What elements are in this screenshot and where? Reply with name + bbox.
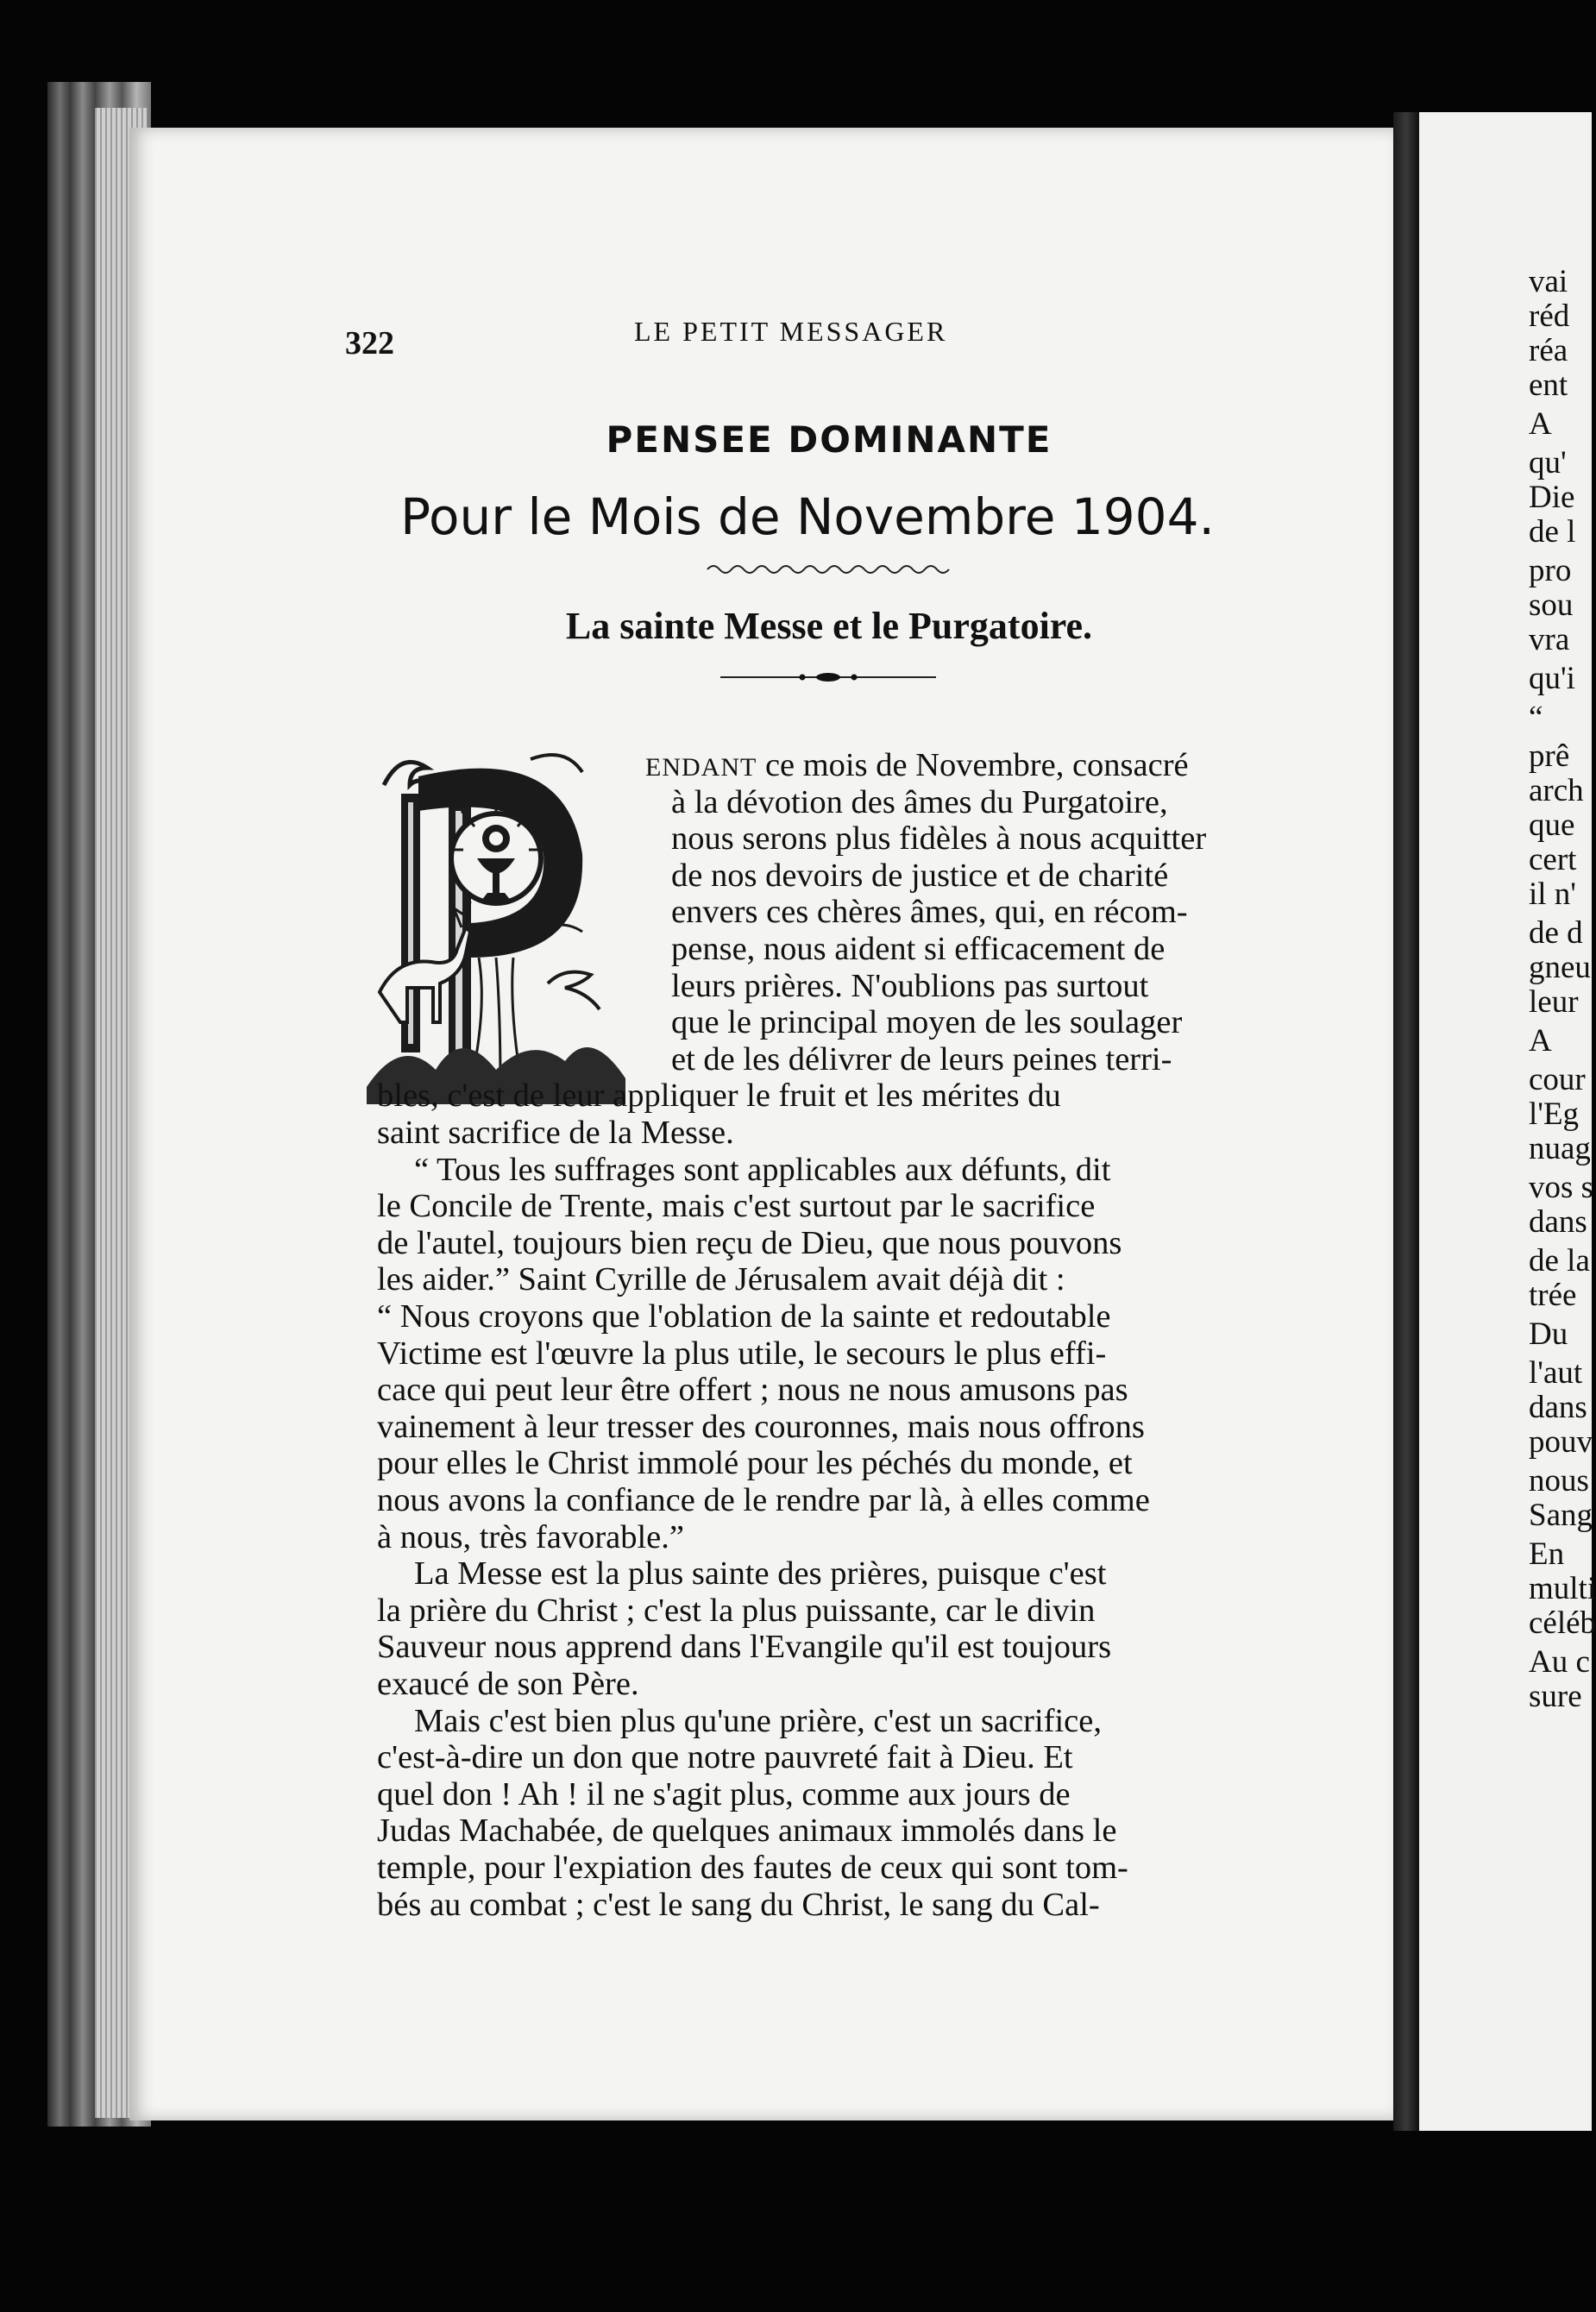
body-text-line: le Concile de Trente, mais c'est surtout par le sacrifice xyxy=(377,1188,1096,1225)
body-text-line: exaucé de son Père. xyxy=(377,1666,639,1702)
facing-page-fragment: A xyxy=(1529,1023,1552,1059)
facing-page-fragment: que xyxy=(1529,807,1575,843)
body-text-line: de nos devoirs de justice et de charité xyxy=(671,857,1169,894)
body-text-line: pense, nous aident si efficacement de xyxy=(671,931,1166,967)
body-text-line: les aider.” Saint Cyrille de Jérusalem avait déjà dit : xyxy=(377,1261,1065,1298)
facing-page-fragment: Die xyxy=(1529,480,1575,515)
body-text-line: leurs prières. N'oublions pas surtout xyxy=(671,967,1149,1004)
body-text-line: de l'autel, toujours bien reçu de Dieu, que nous pouvons xyxy=(377,1224,1122,1261)
body-text-line: à nous, très favorable.” xyxy=(377,1518,684,1555)
section-subtitle: La sainte Messe et le Purgatoire. xyxy=(565,605,1093,647)
facing-page-fragment: pro xyxy=(1529,553,1572,588)
body-text-line: vainement à leur tresser des couronnes, mais nous offrons xyxy=(377,1408,1145,1445)
facing-page-fragment: vos s xyxy=(1529,1170,1594,1205)
body-text-line: à la dévotion des âmes du Purgatoire, xyxy=(671,783,1168,820)
facing-page-fragment: trée xyxy=(1529,1278,1577,1313)
body-text-line: que le principal moyen de les soulager xyxy=(671,1004,1183,1041)
body-text-line: et de les délivrer de leurs peines terri- xyxy=(671,1040,1172,1077)
body-text-line: nous serons plus fidèles à nous acquitter xyxy=(671,820,1207,858)
facing-page-fragment: gneu xyxy=(1529,950,1591,985)
body-text-line: nous avons la confiance de le rendre par là, à elles comme xyxy=(377,1482,1150,1518)
facing-page-fragment: leur xyxy=(1529,984,1579,1020)
divider-ornament xyxy=(720,669,936,686)
opening-small-caps: ENDANT xyxy=(645,753,757,782)
facing-page-fragment: cert xyxy=(1529,842,1577,877)
body-text-line: ENDANT ce mois de Novembre, consacré xyxy=(645,747,1189,783)
body-text-line: Sauveur nous apprend dans l'Evangile qu'il est toujours xyxy=(377,1629,1112,1666)
facing-page-fragment: nuag xyxy=(1529,1131,1591,1166)
facing-page-fragment: sou xyxy=(1529,587,1574,623)
body-text-line: temple, pour l'expiation des fautes de ceux qui sont tom- xyxy=(377,1850,1128,1886)
body-text-line: “ Tous les suffrages sont applicables aux défunts, dit xyxy=(414,1151,1111,1188)
body-text-line: Mais c'est bien plus qu'une prière, c'est un sacrifice, xyxy=(414,1702,1102,1739)
body-text-line: “ Nous croyons que l'oblation de la sainte et redoutable xyxy=(377,1298,1111,1335)
facing-page-fragment: il n' xyxy=(1529,876,1576,912)
facing-page-fragment: vai xyxy=(1529,264,1568,299)
facing-page-fragment: Sang xyxy=(1529,1498,1593,1533)
right-page xyxy=(1419,112,1596,2131)
facing-page-fragment: pouv xyxy=(1529,1424,1593,1460)
facing-page-fragment: vra xyxy=(1529,622,1570,657)
facing-page-fragment: sure xyxy=(1529,1679,1582,1714)
facing-page-fragment: Au c xyxy=(1529,1644,1590,1680)
facing-page-fragment: arch xyxy=(1529,773,1584,808)
facing-page-fragment: Du xyxy=(1529,1316,1568,1352)
body-text-line: Judas Machabée, de quelques animaux immolés dans le xyxy=(377,1813,1117,1850)
facing-page-fragment: qu' xyxy=(1529,445,1567,481)
facing-page-fragment: multi xyxy=(1529,1571,1596,1606)
facing-page-fragment: “ xyxy=(1529,700,1543,735)
facing-page-fragment: de d xyxy=(1529,915,1583,951)
facing-page-fragment: prê xyxy=(1529,738,1570,774)
body-text-line: envers ces chères âmes, qui, en récom- xyxy=(671,894,1188,931)
facing-page-fragment: nous xyxy=(1529,1463,1589,1498)
facing-page-fragment: cour xyxy=(1529,1062,1586,1097)
body-text-line: Victime est l'œuvre la plus utile, le secours le plus effi- xyxy=(377,1335,1107,1372)
facing-page-fragment: réd xyxy=(1529,298,1570,334)
facing-page-fragment: de la xyxy=(1529,1243,1590,1279)
page-number: 322 xyxy=(345,325,394,361)
illuminated-dropcap-p xyxy=(367,742,643,1104)
body-text-line: bles, c'est de leur appliquer le fruit et les mérites du xyxy=(377,1077,1061,1115)
facing-page-fragment: A xyxy=(1529,406,1552,442)
facing-page-fragment: l'aut xyxy=(1529,1355,1583,1391)
body-text-line: cace qui peut leur être offert ; nous ne nous amusons pas xyxy=(377,1372,1128,1409)
facing-page-fragment: dans xyxy=(1529,1390,1587,1425)
body-text-line: c'est-à-dire un don que notre pauvreté fait à Dieu. Et xyxy=(377,1739,1073,1776)
body-text-line: saint sacrifice de la Messe. xyxy=(377,1115,734,1151)
facing-page-fragment: ent xyxy=(1529,368,1568,403)
body-text-line: La Messe est la plus sainte des prières, puisque c'est xyxy=(414,1555,1107,1593)
body-text-line: la prière du Christ ; c'est la plus puissante, car le divin xyxy=(377,1592,1096,1629)
facing-page-fragment: céléb xyxy=(1529,1605,1596,1641)
facing-page-fragment: En xyxy=(1529,1536,1565,1572)
running-head: LE PETIT MESSAGER xyxy=(634,316,948,347)
facing-page-fragment: de l xyxy=(1529,514,1576,550)
wavy-ornament xyxy=(707,561,958,578)
body-text-line: quel don ! Ah ! il ne s'agit plus, comme aux jours de xyxy=(377,1775,1071,1813)
facing-page-fragment: l'Eg xyxy=(1529,1096,1580,1132)
body-text-line: pour elles le Christ immolé pour les péchés du monde, et xyxy=(377,1445,1133,1482)
heading-title: PENSEE DOMINANTE xyxy=(606,418,1052,461)
facing-page-fragment: dans xyxy=(1529,1204,1587,1240)
body-text-line: bés au combat ; c'est le sang du Christ, le sang du Cal- xyxy=(377,1886,1100,1923)
book-gutter xyxy=(1393,112,1419,2131)
facing-page-fragment: qu'i xyxy=(1529,661,1575,696)
heading-month: Pour le Mois de Novembre 1904. xyxy=(400,487,1215,546)
facing-page-fragment: réa xyxy=(1529,333,1568,368)
